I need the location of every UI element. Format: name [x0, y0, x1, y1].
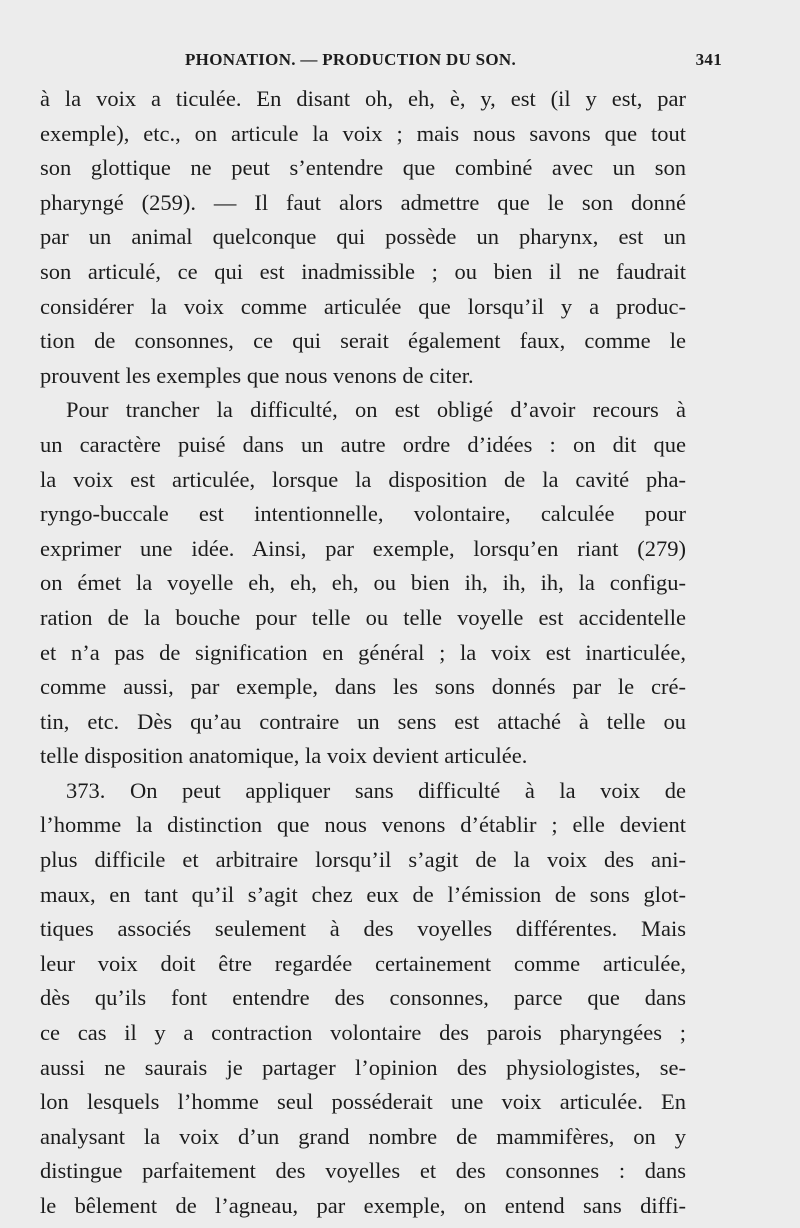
text-line: dès qu’ils font entendre des consonnes, parce que dans	[40, 985, 686, 1011]
text-line: analysant la voix d’un grand nombre de mammifères, on y	[40, 1123, 686, 1149]
text-line: exprimer une idée. Ainsi, par exemple, lorsqu’en riant (279)	[40, 535, 686, 561]
text-line: le bêlement de l’agneau, par exemple, on entend sans diffi-	[40, 1193, 686, 1218]
text-line: et n’a pas de signification en général ; la voix est inarticulée,	[40, 639, 686, 665]
text-line: aussi ne saurais je partager l’opinion des physiologistes, se-	[40, 1054, 686, 1080]
text-line: tin, etc. Dès qu’au contraire un sens est attaché à telle ou	[40, 708, 686, 734]
text-line: maux, en tant qu’il s’agit chez eux de l’émission de sons glot-	[40, 881, 686, 907]
running-header	[40, 44, 722, 74]
text-line: son glottique ne peut s’entendre que combiné avec un son	[40, 155, 686, 181]
text-line: distingue parfaitement des voyelles et des consonnes : dans	[40, 1158, 686, 1184]
text-line: par un animal quelconque qui possède un pharynx, est un	[40, 224, 686, 250]
text-line: ryngo-buccale est intentionnelle, volontaire, calculée pour	[40, 501, 686, 527]
text-line: leur voix doit être regardée certainement comme articulée,	[40, 950, 686, 976]
text-line: 373. On peut appliquer sans difficulté à la voix de	[66, 777, 686, 803]
text-line: tion de consonnes, ce qui serait également faux, comme le	[40, 328, 686, 354]
text-line: exemple), etc., on articule la voix ; mais nous savons que tout	[40, 120, 686, 146]
text-line: on émet la voyelle eh, eh, eh, ou bien ih, ih, ih, la configu-	[40, 570, 686, 596]
text-line: un caractère puisé dans un autre ordre d’idées : on dit que	[40, 431, 686, 457]
text-line: pharyngé (259). — Il faut alors admettre que le son donné	[40, 189, 686, 215]
text-line: prouvent les exemples que nous venons de citer.	[40, 362, 474, 388]
text-line: la voix est articulée, lorsque la disposition de la cavité pha-	[40, 466, 686, 492]
text-line: Pour trancher la difficulté, on est obligé d’avoir recours à	[66, 397, 686, 423]
text-line: comme aussi, par exemple, dans les sons donnés par le cré-	[40, 674, 686, 700]
text-line: lon lesquels l’homme seul posséderait une voix articulée. En	[40, 1089, 686, 1115]
page-number: 341	[695, 50, 722, 69]
body-text	[40, 82, 686, 1224]
text-line: considérer la voix comme articulée que lorsqu’il y a produc-	[40, 293, 686, 319]
text-line: plus difficile et arbitraire lorsqu’il s’agit de la voix des ani-	[40, 847, 686, 873]
text-line: ration de la bouche pour telle ou telle voyelle est accidentelle	[40, 604, 686, 630]
text-line: son articulé, ce qui est inadmissible ; ou bien il ne faudrait	[40, 258, 686, 284]
text-line: tiques associés seulement à des voyelles différentes. Mais	[40, 916, 686, 942]
running-title: PHONATION. — PRODUCTION DU SON.	[185, 50, 517, 69]
text-line: à la voix a ticulée. En disant oh, eh, è, y, est (il y est, par	[40, 86, 686, 111]
text-line: ce cas il y a contraction volontaire des parois pharyngées ;	[40, 1020, 686, 1046]
text-line: telle disposition anatomique, la voix devient articulée.	[40, 743, 528, 769]
text-line: l’homme la distinction que nous venons d’établir ; elle devient	[40, 812, 686, 838]
